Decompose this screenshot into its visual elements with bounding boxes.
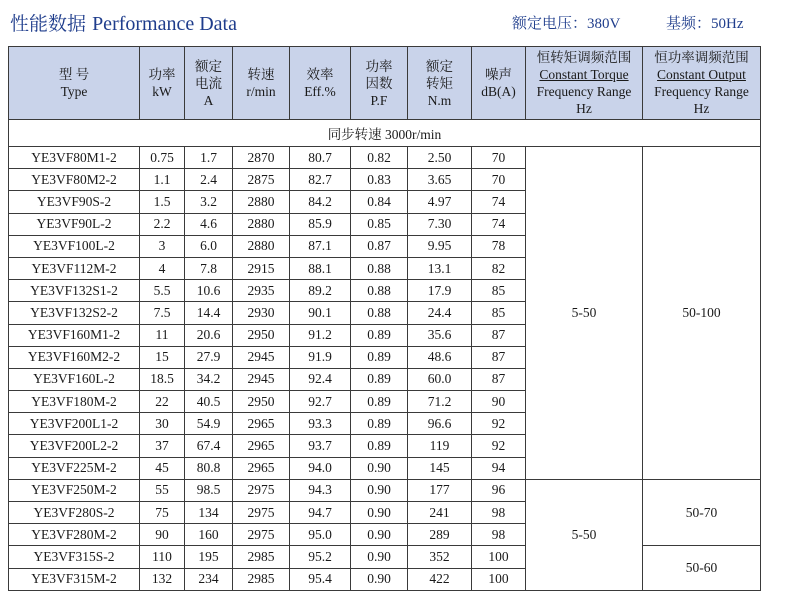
cell-power: 7.5 (140, 302, 185, 324)
cell-torque: 71.2 (408, 391, 472, 413)
cell-type: YE3VF200L2-2 (9, 435, 140, 457)
cell-torque: 145 (408, 457, 472, 479)
col-efficiency: 效率 Eff.% (290, 47, 351, 120)
cell-pf: 0.90 (351, 546, 408, 568)
cell-current: 6.0 (185, 235, 233, 257)
cell-torque: 24.4 (408, 302, 472, 324)
cell-pf: 0.88 (351, 302, 408, 324)
cell-speed: 2935 (233, 280, 290, 302)
cell-current: 134 (185, 502, 233, 524)
cell-eff: 95.2 (290, 546, 351, 568)
cell-noise: 87 (472, 368, 526, 390)
col-constant-torque-range: 恒转矩调频范围 Constant Torque Frequency Range Hz (526, 47, 643, 120)
cell-eff: 92.4 (290, 368, 351, 390)
cell-speed: 2880 (233, 213, 290, 235)
cell-type: YE3VF132S1-2 (9, 280, 140, 302)
cell-current: 4.6 (185, 213, 233, 235)
cell-type: YE3VF100L-2 (9, 235, 140, 257)
cell-noise: 85 (472, 302, 526, 324)
cell-power: 3 (140, 235, 185, 257)
cell-type: YE3VF160M1-2 (9, 324, 140, 346)
cell-torque: 35.6 (408, 324, 472, 346)
cell-eff: 82.7 (290, 169, 351, 191)
cell-power: 37 (140, 435, 185, 457)
cell-noise: 92 (472, 435, 526, 457)
cell-power: 18.5 (140, 368, 185, 390)
cell-power: 22 (140, 391, 185, 413)
cell-pf: 0.89 (351, 435, 408, 457)
cell-eff: 92.7 (290, 391, 351, 413)
cell-pf: 0.90 (351, 524, 408, 546)
col-power: 功率 kW (140, 47, 185, 120)
cell-noise: 94 (472, 457, 526, 479)
cell-current: 98.5 (185, 479, 233, 501)
constant-output-range-group1: 50-100 (643, 147, 761, 480)
cell-eff: 94.7 (290, 502, 351, 524)
cell-eff: 88.1 (290, 257, 351, 279)
cell-pf: 0.89 (351, 391, 408, 413)
cell-current: 27.9 (185, 346, 233, 368)
cell-eff: 87.1 (290, 235, 351, 257)
col-current: 额定 电流 A (185, 47, 233, 120)
cell-current: 7.8 (185, 257, 233, 279)
cell-pf: 0.89 (351, 413, 408, 435)
performance-table (8, 46, 761, 591)
cell-current: 195 (185, 546, 233, 568)
cell-eff: 80.7 (290, 147, 351, 169)
header-row (9, 47, 761, 120)
cell-pf: 0.82 (351, 147, 408, 169)
cell-current: 40.5 (185, 391, 233, 413)
cell-eff: 95.0 (290, 524, 351, 546)
cell-torque: 3.65 (408, 169, 472, 191)
cell-noise: 74 (472, 213, 526, 235)
cell-type: YE3VF160L-2 (9, 368, 140, 390)
cell-eff: 94.0 (290, 457, 351, 479)
constant-torque-range-group1: 5-50 (526, 147, 643, 480)
cell-noise: 100 (472, 568, 526, 590)
cell-current: 234 (185, 568, 233, 590)
cell-power: 1.5 (140, 191, 185, 213)
cell-power: 75 (140, 502, 185, 524)
cell-type: YE3VF80M2-2 (9, 169, 140, 191)
cell-type: YE3VF80M1-2 (9, 147, 140, 169)
cell-type: YE3VF280M-2 (9, 524, 140, 546)
cell-power: 5.5 (140, 280, 185, 302)
cell-current: 160 (185, 524, 233, 546)
rated-voltage-label: 额定电压： (512, 16, 588, 32)
col-constant-output-range: 恒功率调频范围 Constant Output Frequency Range Hz (643, 47, 761, 120)
cell-speed: 2880 (233, 191, 290, 213)
cell-noise: 98 (472, 502, 526, 524)
cell-current: 3.2 (185, 191, 233, 213)
cell-noise: 96 (472, 479, 526, 501)
cell-torque: 289 (408, 524, 472, 546)
cell-power: 45 (140, 457, 185, 479)
cell-current: 1.7 (185, 147, 233, 169)
cell-speed: 2965 (233, 457, 290, 479)
col-type: 型 号 Type (9, 47, 140, 120)
cell-speed: 2965 (233, 435, 290, 457)
cell-torque: 4.97 (408, 191, 472, 213)
cell-torque: 352 (408, 546, 472, 568)
cell-type: YE3VF112M-2 (9, 257, 140, 279)
cell-noise: 98 (472, 524, 526, 546)
cell-type: YE3VF315M-2 (9, 568, 140, 590)
cell-power: 0.75 (140, 147, 185, 169)
cell-torque: 422 (408, 568, 472, 590)
cell-power: 15 (140, 346, 185, 368)
cell-speed: 2975 (233, 479, 290, 501)
cell-noise: 70 (472, 147, 526, 169)
cell-speed: 2875 (233, 169, 290, 191)
constant-output-range-group2a: 50-70 (643, 479, 761, 546)
page-header (0, 0, 790, 44)
cell-pf: 0.84 (351, 191, 408, 213)
cell-eff: 91.9 (290, 346, 351, 368)
cell-torque: 119 (408, 435, 472, 457)
cell-noise: 87 (472, 346, 526, 368)
sync-speed-row (9, 120, 761, 147)
constant-output-range-group2b: 50-60 (643, 546, 761, 590)
cell-pf: 0.89 (351, 346, 408, 368)
cell-type: YE3VF225M-2 (9, 457, 140, 479)
cell-noise: 87 (472, 324, 526, 346)
cell-current: 10.6 (185, 280, 233, 302)
cell-pf: 0.90 (351, 457, 408, 479)
cell-torque: 13.1 (408, 257, 472, 279)
col-torque: 额定 转矩 N.m (408, 47, 472, 120)
cell-power: 4 (140, 257, 185, 279)
cell-power: 132 (140, 568, 185, 590)
cell-pf: 0.85 (351, 213, 408, 235)
cell-speed: 2985 (233, 568, 290, 590)
cell-type: YE3VF200L1-2 (9, 413, 140, 435)
cell-speed: 2965 (233, 413, 290, 435)
cell-torque: 7.30 (408, 213, 472, 235)
cell-pf: 0.88 (351, 280, 408, 302)
cell-torque: 241 (408, 502, 472, 524)
col-noise: 噪声 dB(A) (472, 47, 526, 120)
cell-noise: 92 (472, 413, 526, 435)
title-english: Performance Data (92, 13, 237, 35)
cell-eff: 90.1 (290, 302, 351, 324)
cell-current: 54.9 (185, 413, 233, 435)
cell-speed: 2975 (233, 502, 290, 524)
table-row (9, 546, 761, 568)
base-frequency (666, 12, 744, 33)
col-power-factor: 功率 因数 P.F (351, 47, 408, 120)
cell-current: 14.4 (185, 302, 233, 324)
cell-noise: 78 (472, 235, 526, 257)
cell-pf: 0.90 (351, 568, 408, 590)
cell-type: YE3VF180M-2 (9, 391, 140, 413)
cell-eff: 85.9 (290, 213, 351, 235)
cell-speed: 2880 (233, 235, 290, 257)
rated-voltage (512, 12, 620, 33)
cell-torque: 96.6 (408, 413, 472, 435)
cell-pf: 0.87 (351, 235, 408, 257)
cell-current: 67.4 (185, 435, 233, 457)
cell-current: 2.4 (185, 169, 233, 191)
cell-torque: 177 (408, 479, 472, 501)
cell-type: YE3VF315S-2 (9, 546, 140, 568)
cell-noise: 82 (472, 257, 526, 279)
cell-eff: 95.4 (290, 568, 351, 590)
title-chinese: 性能数据 (10, 13, 87, 35)
cell-power: 110 (140, 546, 185, 568)
cell-type: YE3VF90L-2 (9, 213, 140, 235)
cell-type: YE3VF90S-2 (9, 191, 140, 213)
cell-power: 90 (140, 524, 185, 546)
cell-eff: 91.2 (290, 324, 351, 346)
cell-pf: 0.90 (351, 502, 408, 524)
cell-power: 11 (140, 324, 185, 346)
cell-pf: 0.88 (351, 257, 408, 279)
cell-eff: 93.3 (290, 413, 351, 435)
constant-torque-range-group2: 5-50 (526, 479, 643, 590)
cell-type: YE3VF160M2-2 (9, 346, 140, 368)
base-frequency-label: 基频： (666, 16, 712, 32)
rated-voltage-value: 380V (587, 16, 621, 32)
cell-speed: 2870 (233, 147, 290, 169)
cell-torque: 48.6 (408, 346, 472, 368)
cell-power: 30 (140, 413, 185, 435)
cell-torque: 17.9 (408, 280, 472, 302)
base-frequency-value: 50Hz (711, 16, 744, 32)
col-speed: 转速 r/min (233, 47, 290, 120)
cell-speed: 2945 (233, 346, 290, 368)
cell-speed: 2915 (233, 257, 290, 279)
cell-pf: 0.90 (351, 479, 408, 501)
cell-eff: 94.3 (290, 479, 351, 501)
cell-speed: 2985 (233, 546, 290, 568)
cell-power: 2.2 (140, 213, 185, 235)
cell-pf: 0.89 (351, 324, 408, 346)
cell-speed: 2930 (233, 302, 290, 324)
cell-eff: 84.2 (290, 191, 351, 213)
sync-speed-label: 同步转速 3000r/min (9, 120, 761, 147)
table-row (9, 479, 761, 501)
cell-speed: 2950 (233, 391, 290, 413)
cell-torque: 2.50 (408, 147, 472, 169)
cell-current: 80.8 (185, 457, 233, 479)
table-row (9, 147, 761, 169)
cell-type: YE3VF132S2-2 (9, 302, 140, 324)
cell-noise: 100 (472, 546, 526, 568)
cell-current: 34.2 (185, 368, 233, 390)
cell-speed: 2950 (233, 324, 290, 346)
cell-power: 55 (140, 479, 185, 501)
cell-pf: 0.89 (351, 368, 408, 390)
cell-noise: 90 (472, 391, 526, 413)
cell-type: YE3VF250M-2 (9, 479, 140, 501)
cell-speed: 2945 (233, 368, 290, 390)
cell-torque: 9.95 (408, 235, 472, 257)
cell-noise: 70 (472, 169, 526, 191)
cell-noise: 74 (472, 191, 526, 213)
cell-power: 1.1 (140, 169, 185, 191)
cell-torque: 60.0 (408, 368, 472, 390)
cell-type: YE3VF280S-2 (9, 502, 140, 524)
cell-speed: 2975 (233, 524, 290, 546)
cell-eff: 93.7 (290, 435, 351, 457)
cell-eff: 89.2 (290, 280, 351, 302)
page-title (10, 9, 237, 36)
cell-noise: 85 (472, 280, 526, 302)
cell-current: 20.6 (185, 324, 233, 346)
cell-pf: 0.83 (351, 169, 408, 191)
